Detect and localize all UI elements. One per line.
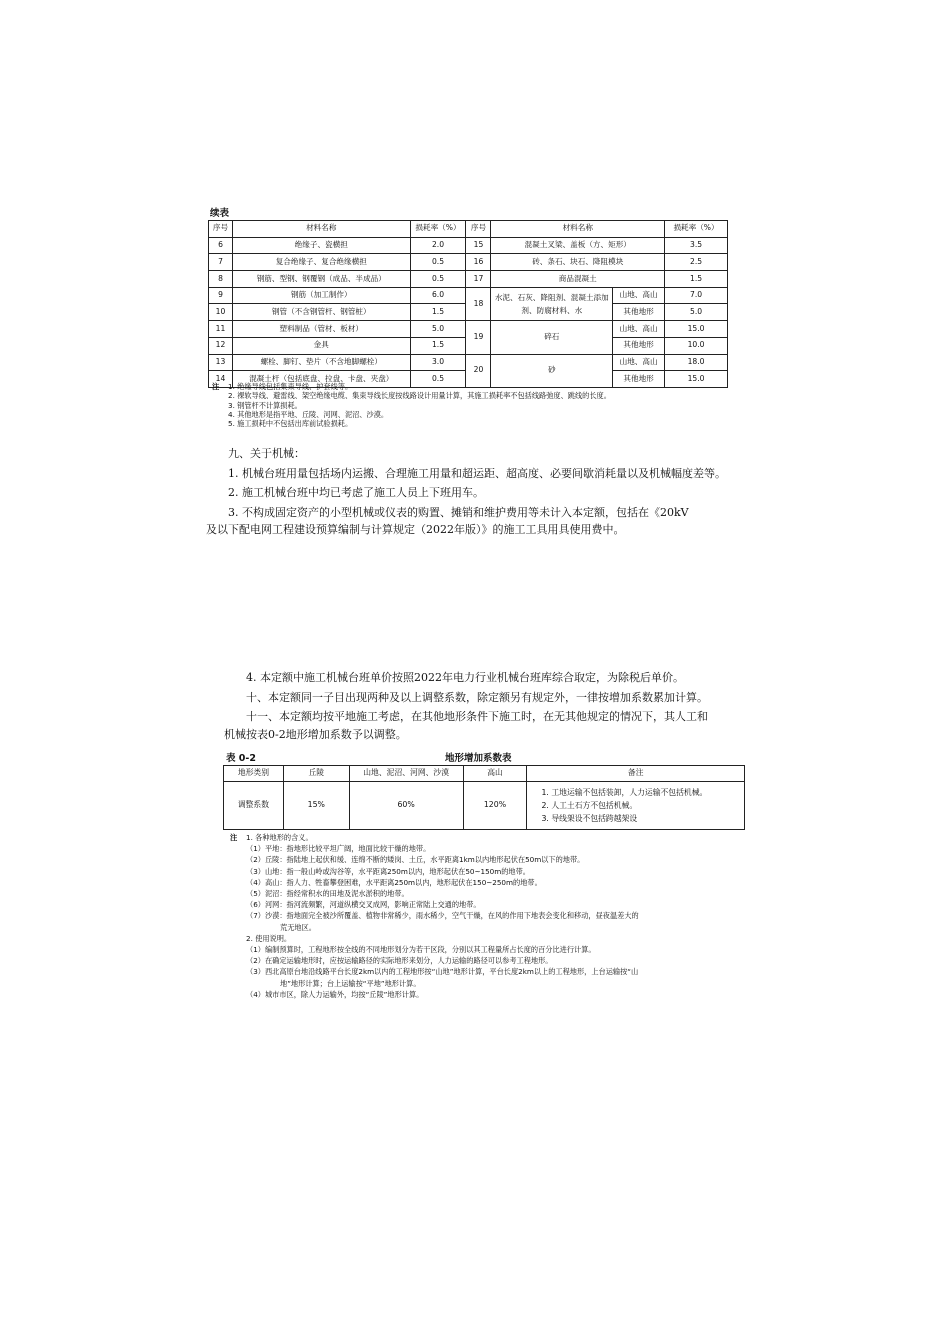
value-hills: 15% [283,782,349,830]
cell-no: 6 [209,237,233,254]
cell-no: 15 [466,237,491,254]
cell-name: 商品混凝土 [491,271,665,288]
note-item: 2. 裸软导线、避雷线、架空绝缘电缆、集束导线长度按线路设计用量计算，其施工损耗率不包括线路弛度、跳线的长度。 [228,391,611,401]
section9-p3b: 及以下配电网工程建设预算编制与计算规定（2022年版）》的施工工具用具使用费中。 [206,523,625,536]
cell-name: 混凝土杆（包括底盘、拉盘、卡盘、夹盘） [232,371,410,388]
cell-no: 17 [466,271,491,288]
cell-rate: 3.5 [665,237,728,254]
table-row [209,271,728,288]
value-high-mountain: 120% [463,782,527,830]
cell-terrain: 其他地形 [613,304,665,321]
cell-no: 18 [466,287,491,320]
material-loss-table [208,220,728,388]
note-item: 3. 钢管杆不计算损耗。 [228,400,302,410]
header-terrain-type: 地形类别 [224,766,284,782]
cell-terrain: 山地、高山 [613,321,665,338]
cell-name: 塑料制品（管材、板材） [232,321,410,338]
table-row [224,782,745,830]
cell-terrain: 其他地形 [613,337,665,354]
cell-name: 砂 [491,354,613,387]
cell-name: 绝缘子、瓷横担 [232,237,410,254]
cell-rate: 0.5 [410,371,466,388]
cell-no: 7 [209,254,233,271]
remark-item: 2. 人工土石方不包括机械。 [541,801,638,810]
cell-rate: 0.5 [410,271,466,288]
cell-no: 12 [209,337,233,354]
row-label: 调整系数 [224,782,284,830]
cell-name: 碎石 [491,321,613,354]
cell-rate: 15.0 [665,371,728,388]
section9-heading: 九、关于机械： [228,447,305,460]
cell-no: 11 [209,321,233,338]
remark-item: 3. 导线架设不包括跨越架设 [541,814,638,823]
cell-no: 20 [466,354,491,387]
note-item: （7）沙漠：指地面完全被沙所覆盖、植物非常稀少，雨水稀少，空气干燥，在风的作用下地表会变化和移动，昼夜温差大的 [246,911,639,921]
cell-no: 14 [209,371,233,388]
cell-name: 螺栓、脚钉、垫片（不含地脚螺栓） [232,354,410,371]
remark-item: 1. 工地运输不包括装卸，人力运输不包括机械。 [541,788,708,797]
cell-no: 19 [466,321,491,354]
table1-notes [212,382,732,428]
table2-notes [230,832,760,1000]
cell-terrain: 山地、高山 [613,287,665,304]
notes-label: 注 [212,382,220,391]
table-row [209,237,728,254]
cell-rate: 0.5 [410,254,466,271]
note-item: （4）高山：指人力、牲畜攀登困难，水平距离250m以内，地形起伏在150~250m的地带。 [246,877,542,887]
header-no: 序号 [466,221,491,238]
cell-no: 16 [466,254,491,271]
cell-name: 钢筋、型钢、钢覆钢（成品、半成品） [232,271,410,288]
cell-rate: 1.5 [410,337,466,354]
cell-rate: 5.0 [410,321,466,338]
cell-name: 钢管（不含钢管杆、钢管桩） [232,304,410,321]
section9-p3a: 3. 不构成固定资产的小型机械或仪表的购置、摊销和维护费用等未计入本定额，包括在《20kV [228,506,689,519]
cell-rate: 6.0 [410,287,466,304]
cell-rate: 18.0 [665,354,728,371]
note-item: （5）泥沼：指经常积水的田地及泥水淤积的地带。 [246,889,409,899]
section9-p1: 1. 机械台班用量包括场内运搬、合理施工用量和超运距、超高度、必要间歇消耗量以及机械幅度差等。 [228,467,726,480]
cell-rate: 1.5 [665,271,728,288]
cell-no: 10 [209,304,233,321]
table-row [209,354,728,371]
cell-no: 8 [209,271,233,288]
section9-p4: 4. 本定额中施工机械台班单价按照2022年电力行业机械台班库综合取定，为除税后单价。 [246,671,684,684]
header-no: 序号 [209,221,233,238]
note-item: （1）平地：指地形比较平坦广阔，地面比较干燥的地带。 [246,844,431,854]
note-item: 5. 施工损耗中不包括出库前试验损耗。 [228,419,353,429]
header-mountain: 山地、泥沼、河网、沙漠 [349,766,463,782]
cell-rate: 7.0 [665,287,728,304]
table-number: 表 0-2 [226,753,256,764]
note-item: （2）丘陵：指陆地上起伏和缓、连绵不断的矮岗、土丘，水平距离1km以内地形起伏在50m以下的地带。 [246,855,585,865]
cell-rate: 10.0 [665,337,728,354]
note-item: （3）山地：指一般山岭或沟谷等，水平距离250m以内，地形起伏在50~150m的地带。 [246,866,530,876]
header-high-mountain: 高山 [463,766,527,782]
notes-label: 注 [230,833,238,842]
table-row [209,321,728,338]
note-item: （6）河网：指河流频繁，河道纵横交叉成网，影响正常陆上交通的地带。 [246,900,481,910]
note-item: 地”地形计算；台上运输按“平地”地形计算。 [280,978,421,988]
note-item: （4）城市市区，除人力运输外，均按“丘陵”地形计算。 [246,989,424,999]
cell-rate: 1.5 [410,304,466,321]
section10: 十、本定额同一子目出现两种及以上调整系数，除定额另有规定外，一律按增加系数累加计算。 [246,691,708,704]
value-mountain: 60% [349,782,463,830]
cell-name: 复合绝缘子、复合绝缘横担 [232,254,410,271]
table-row [209,254,728,271]
header-rate: 损耗率（%） [410,221,466,238]
note-item: （1）编制预算时，工程地形按全线的不同地形划分为若干区段，分别以其工程量所占长度的百分比进行计算。 [246,945,596,955]
header-name: 材料名称 [232,221,410,238]
cell-rate: 3.0 [410,354,466,371]
cell-name: 混凝土叉梁、盖板（方、矩形） [491,237,665,254]
section11-b: 机械按表0-2地形增加系数予以调整。 [224,728,407,741]
cell-name: 砖、条石、块石、降阻模块 [491,254,665,271]
header-hills: 丘陵 [283,766,349,782]
table-row [209,287,728,304]
cell-terrain: 其他地形 [613,371,665,388]
table-title: 地形增加系数表 [445,753,512,764]
terrain-factor-table [223,765,745,830]
cell-no: 9 [209,287,233,304]
cell-rate: 15.0 [665,321,728,338]
remarks-cell [527,782,745,830]
cell-name: 钢筋（加工制作） [232,287,410,304]
table-caption: 续表 [210,208,230,219]
header-rate: 损耗率（%） [665,221,728,238]
note-item: 荒无地区。 [280,922,316,932]
cell-rate: 5.0 [665,304,728,321]
note-item: 4. 其他地形是指平地、丘陵、河网、泥沼、沙漠。 [228,409,389,419]
cell-rate: 2.5 [665,254,728,271]
cell-rate: 2.0 [410,237,466,254]
note-item: 1. 绝缘导线包括集束导线、护套线等。 [228,382,353,391]
cell-terrain: 山地、高山 [613,354,665,371]
header-name: 材料名称 [491,221,665,238]
note-item: （2）在确定运输地形时，应按运输路径的实际地形来划分，人力运输的路径可以参考工程地形。 [246,956,553,966]
note-item: 1. 各种地形的含义。 [246,833,313,842]
note-item: 2. 使用说明。 [246,933,292,943]
cell-name: 金具 [232,337,410,354]
note-item: （3）西北高原台地沿线路平台长度2km以内的工程地形按“山地”地形计算，平台长度2km以上的工程地形，上台运输按“山 [246,967,639,977]
cell-no: 13 [209,354,233,371]
section11-a: 十一、本定额均按平地施工考虑，在其他地形条件下施工时，在无其他规定的情况下，其人工和 [246,710,708,723]
cell-name: 水泥、石灰、降阻剂、混凝土添加剂、防腐材料、水 [491,287,613,320]
section9-p2: 2. 施工机械台班中均已考虑了施工人员上下班用车。 [228,486,484,499]
header-remarks: 备注 [527,766,745,782]
